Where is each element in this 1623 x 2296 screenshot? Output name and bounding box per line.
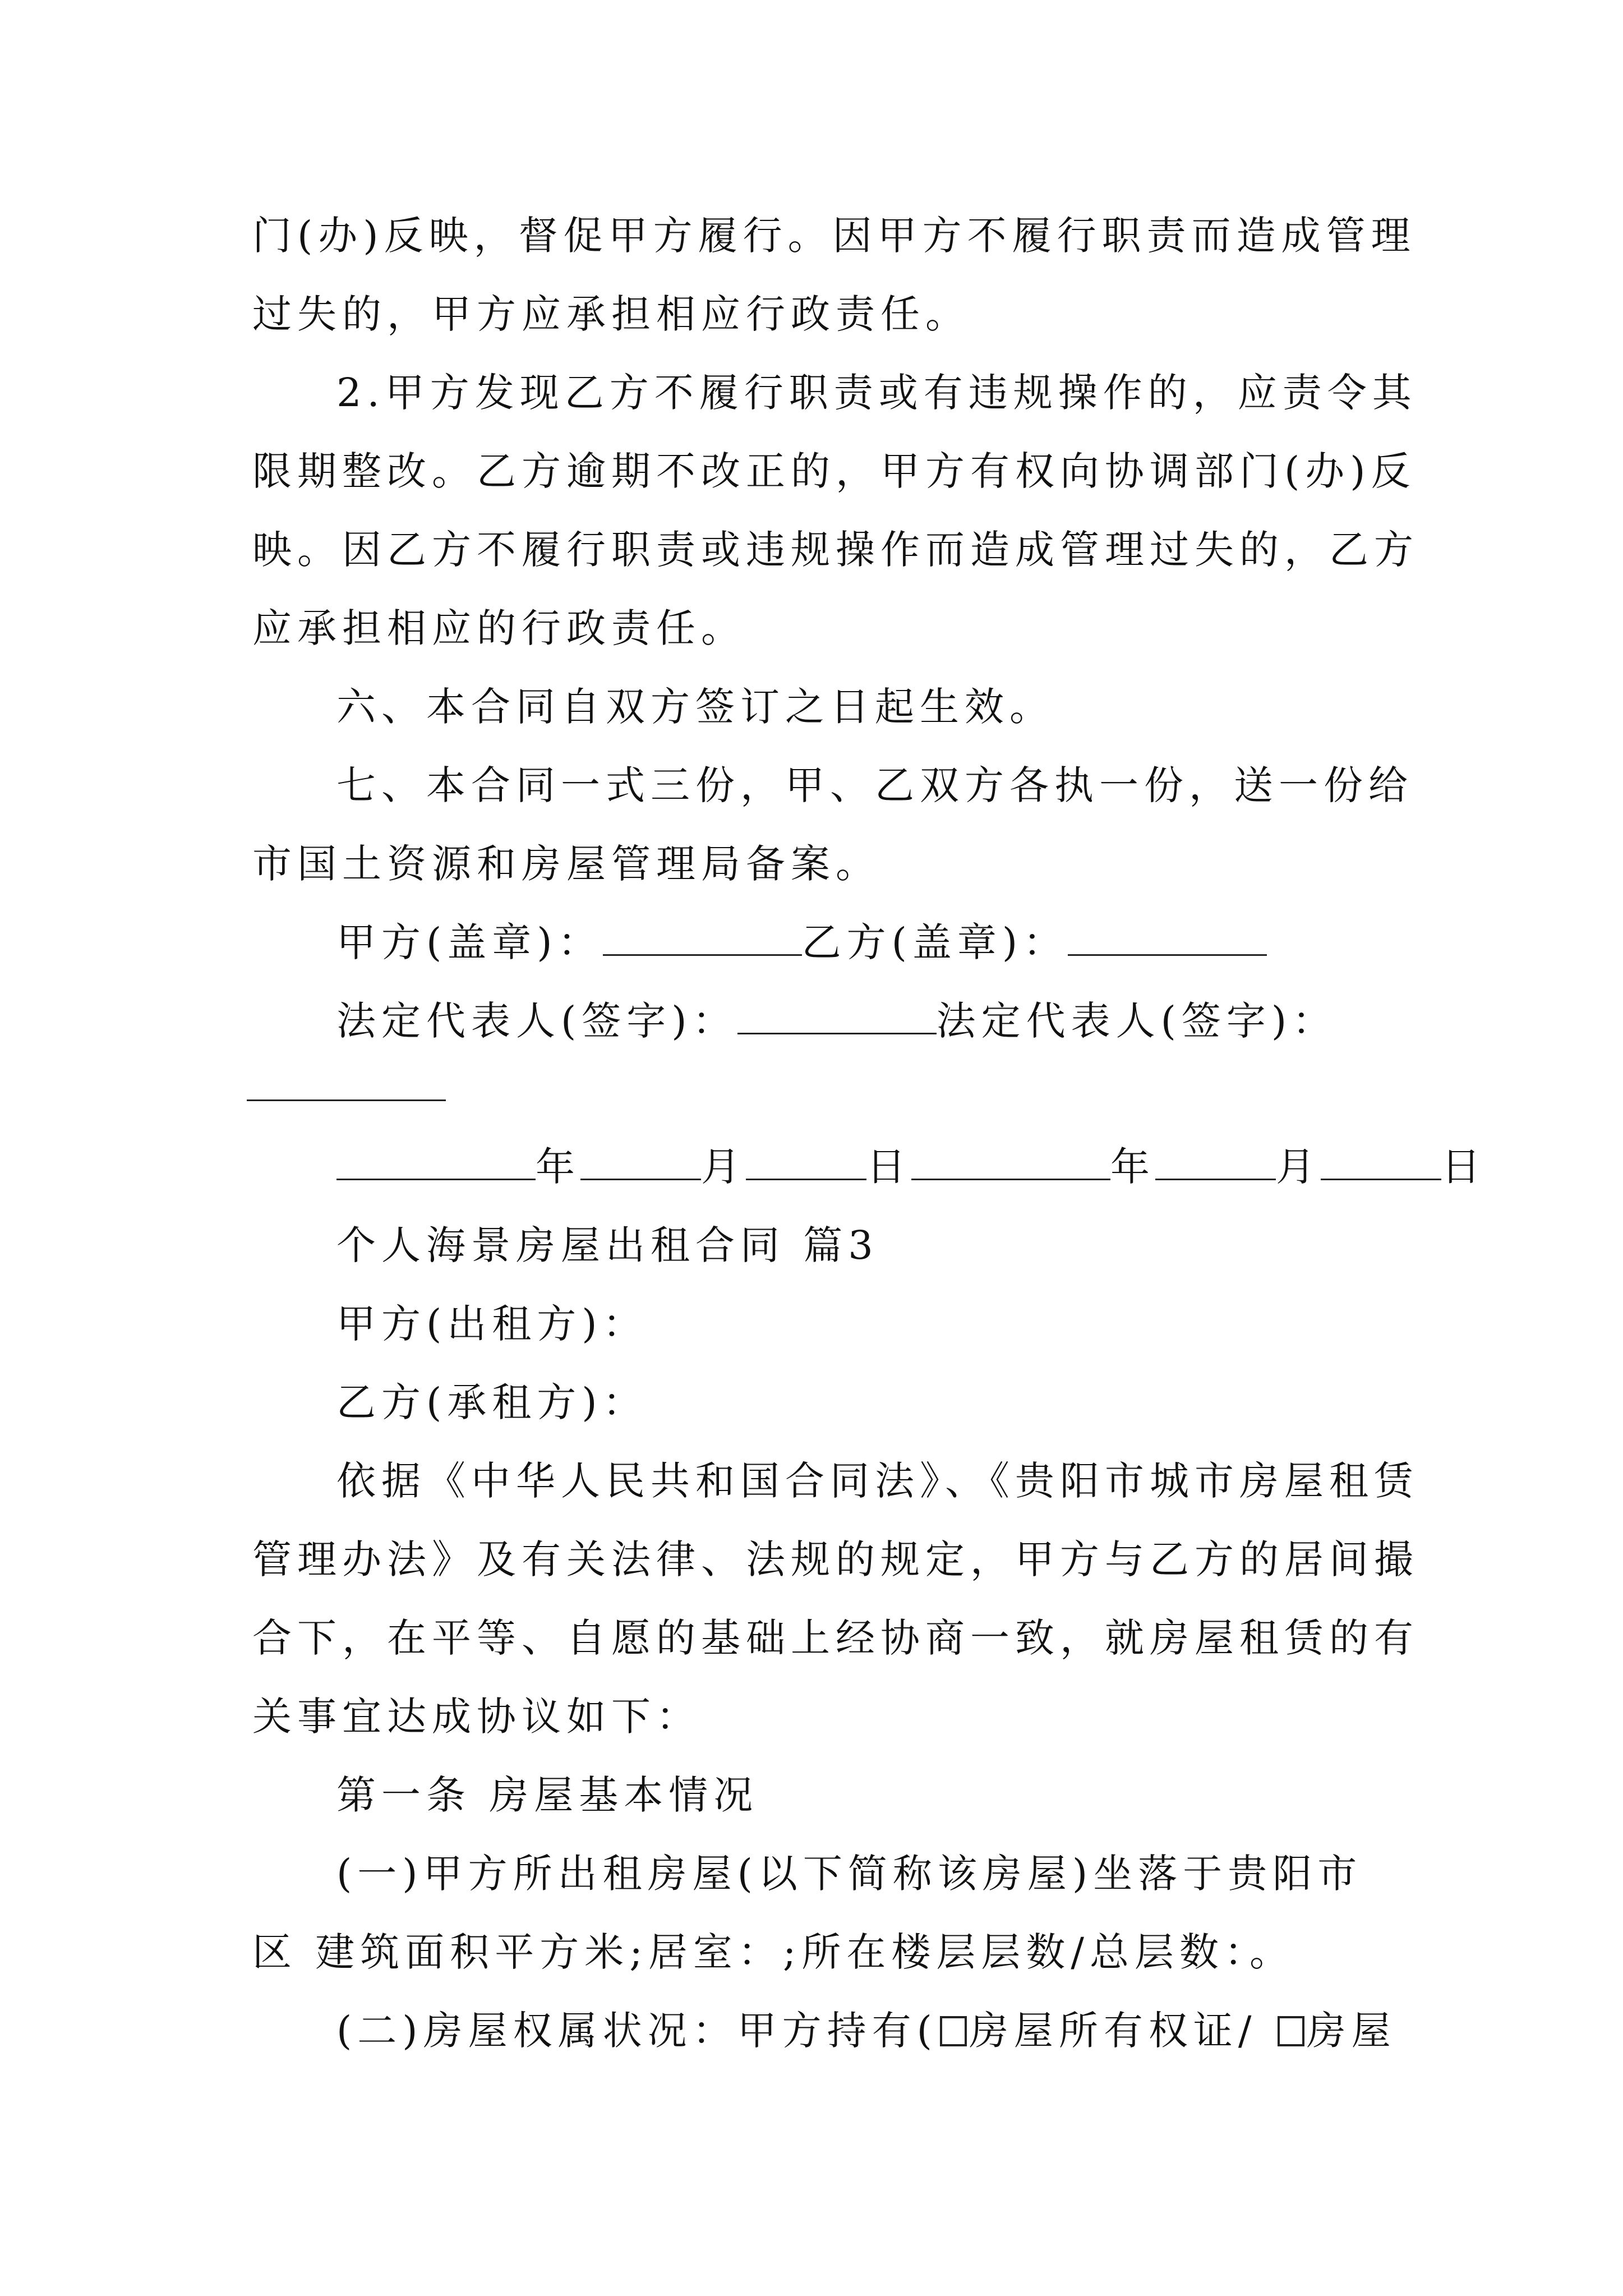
paragraph-line: 七、本合同一式三份，甲、乙双方各执一份，送一份给: [336, 762, 1413, 808]
paragraph-line: 过失的，甲方应承担相应行政责任。: [252, 291, 970, 337]
paragraph-line: 门(办)反映，督促甲方履行。因甲方不履行职责而造成管理: [252, 213, 1416, 259]
month-label: 月: [701, 1144, 746, 1190]
section-title: 个人海景房屋出租合同 篇3: [336, 1222, 879, 1268]
month-label: 月: [1276, 1144, 1321, 1190]
paragraph-line: 关事宜达成协议如下：: [252, 1694, 701, 1740]
paragraph-line: 区 建筑面积平方米;居室：;所在楼层层数/总层数：。: [252, 1929, 1295, 1975]
clause-six: 六、本合同自双方签订之日起生效。: [336, 684, 1054, 730]
seal-line: [336, 914, 1267, 970]
party-b-rep-label: 法定代表人(签字)：: [936, 998, 1338, 1044]
paragraph-line: 合下，在平等、自愿的基础上经协商一致，就房屋租赁的有: [252, 1615, 1419, 1661]
paragraph-line: 限期整改。乙方逾期不改正的，甲方有权向协调部门(办)反: [252, 448, 1416, 494]
paragraph-line: 应承担相应的行政责任。: [252, 605, 746, 651]
year-label: 年: [536, 1144, 580, 1190]
day-blank: [1321, 1147, 1441, 1180]
party-a-rep-blank: [737, 1001, 937, 1034]
paragraph-line: 2.甲方发现乙方不履行职责或有违规操作的，应责令其: [336, 370, 1417, 416]
year-blank: [336, 1147, 536, 1180]
date-line: [336, 1139, 1486, 1195]
day-blank: [746, 1147, 866, 1180]
representative-line: [336, 993, 1337, 1049]
party-b-seal-blank: [1068, 923, 1267, 956]
ownership-line: [336, 2003, 1396, 2059]
party-b-rep-blank: [247, 1099, 446, 1101]
paragraph-line: 依据《中华人民共和国合同法》、《贵阳市城市房屋租赁: [336, 1458, 1419, 1504]
paragraph-line: 市国土资源和房屋管理局备案。: [252, 841, 880, 887]
party-b-seal-label: 乙方(盖章)：: [801, 919, 1068, 965]
paragraph-line: (一)甲方所出租房屋(以下简称该房屋)坐落于贵阳市: [336, 1851, 1363, 1897]
day-label: 日: [866, 1144, 911, 1190]
ownership-option: 房屋: [1306, 2008, 1396, 2054]
paragraph-line: 映。因乙方不履行职责或违规操作而造成管理过失的，乙方: [252, 527, 1419, 573]
ownership-prefix: (二)房屋权属状况：甲方持有(: [336, 2008, 938, 2054]
month-blank: [580, 1147, 701, 1180]
year-label: 年: [1110, 1144, 1155, 1190]
month-blank: [1155, 1147, 1276, 1180]
year-blank: [911, 1147, 1110, 1180]
party-a-rep-label: 法定代表人(签字)：: [336, 998, 737, 1044]
paragraph-line: 管理办法》及有关法律、法规的规定，甲方与乙方的居间撮: [252, 1536, 1419, 1582]
checkbox[interactable]: [940, 2016, 967, 2046]
lessor-label: 甲方(出租方)：: [336, 1301, 648, 1347]
lessee-label: 乙方(承租方)：: [336, 1379, 648, 1425]
article-heading: 第一条 房屋基本情况: [336, 1772, 759, 1818]
party-a-seal-blank: [603, 923, 802, 956]
day-label: 日: [1441, 1144, 1486, 1190]
ownership-option: 房屋所有权证/: [969, 2008, 1257, 2054]
party-a-seal-label: 甲方(盖章)：: [336, 919, 603, 965]
checkbox[interactable]: [1278, 2016, 1304, 2046]
